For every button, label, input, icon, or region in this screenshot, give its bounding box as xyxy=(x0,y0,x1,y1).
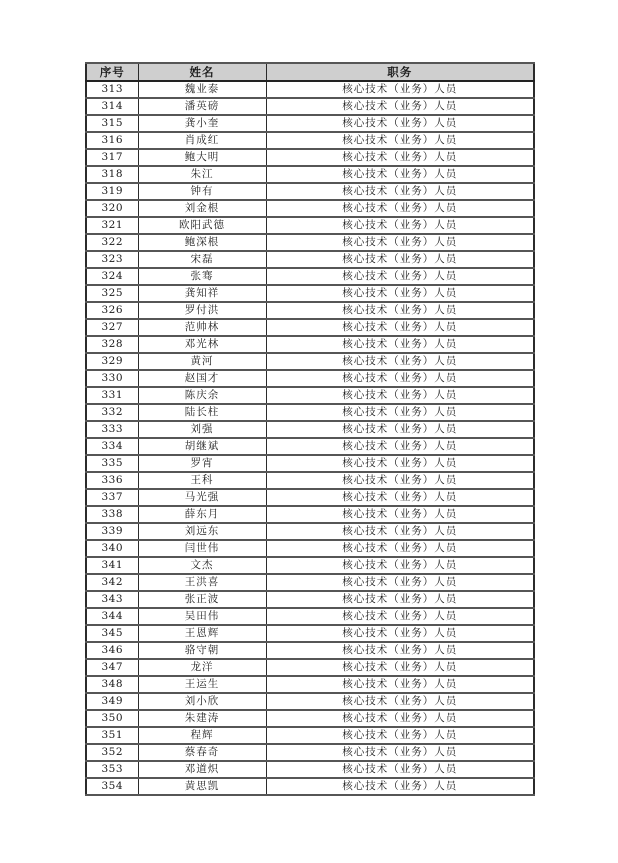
table-row xyxy=(86,438,534,455)
cell-name: 黄河 xyxy=(138,353,266,370)
cell-serial-number: 354 xyxy=(86,778,138,795)
table-row xyxy=(86,149,534,166)
cell-job-title: 核心技术（业务）人员 xyxy=(266,523,534,540)
cell-name: 范帅林 xyxy=(138,319,266,336)
table-row xyxy=(86,710,534,727)
cell-name: 张骞 xyxy=(138,268,266,285)
cell-job-title: 核心技术（业务）人员 xyxy=(266,115,534,132)
table-row xyxy=(86,574,534,591)
cell-name: 魏业泰 xyxy=(138,81,266,98)
cell-job-title: 核心技术（业务）人员 xyxy=(266,166,534,183)
table-row xyxy=(86,523,534,540)
table-row xyxy=(86,336,534,353)
cell-serial-number: 336 xyxy=(86,472,138,489)
cell-job-title: 核心技术（业务）人员 xyxy=(266,727,534,744)
cell-job-title: 核心技术（业务）人员 xyxy=(266,387,534,404)
header-job-title: 职务 xyxy=(266,63,534,81)
cell-serial-number: 342 xyxy=(86,574,138,591)
cell-job-title: 核心技术（业务）人员 xyxy=(266,268,534,285)
cell-name: 黄思凯 xyxy=(138,778,266,795)
table-row xyxy=(86,744,534,761)
table-row xyxy=(86,404,534,421)
cell-job-title: 核心技术（业务）人员 xyxy=(266,98,534,115)
cell-job-title: 核心技术（业务）人员 xyxy=(266,438,534,455)
cell-serial-number: 349 xyxy=(86,693,138,710)
cell-serial-number: 345 xyxy=(86,625,138,642)
table-row xyxy=(86,234,534,251)
cell-name: 罗宵 xyxy=(138,455,266,472)
cell-serial-number: 316 xyxy=(86,132,138,149)
table-row xyxy=(86,591,534,608)
cell-job-title: 核心技术（业务）人员 xyxy=(266,744,534,761)
cell-job-title: 核心技术（业务）人员 xyxy=(266,353,534,370)
cell-name: 鲍深根 xyxy=(138,234,266,251)
table-row xyxy=(86,676,534,693)
cell-name: 骆守朝 xyxy=(138,642,266,659)
cell-job-title: 核心技术（业务）人员 xyxy=(266,132,534,149)
table-row xyxy=(86,659,534,676)
cell-serial-number: 317 xyxy=(86,149,138,166)
cell-job-title: 核心技术（业务）人员 xyxy=(266,81,534,98)
cell-serial-number: 320 xyxy=(86,200,138,217)
cell-name: 王恩辉 xyxy=(138,625,266,642)
cell-serial-number: 329 xyxy=(86,353,138,370)
cell-name: 马光强 xyxy=(138,489,266,506)
cell-serial-number: 324 xyxy=(86,268,138,285)
table-row xyxy=(86,217,534,234)
cell-job-title: 核心技术（业务）人员 xyxy=(266,540,534,557)
cell-name: 欧阳武德 xyxy=(138,217,266,234)
cell-job-title: 核心技术（业务）人员 xyxy=(266,710,534,727)
table-row xyxy=(86,625,534,642)
cell-name: 龚知祥 xyxy=(138,285,266,302)
cell-serial-number: 330 xyxy=(86,370,138,387)
cell-job-title: 核心技术（业务）人员 xyxy=(266,455,534,472)
cell-name: 吴田伟 xyxy=(138,608,266,625)
cell-name: 龙洋 xyxy=(138,659,266,676)
table-row xyxy=(86,540,534,557)
cell-name: 罗付洪 xyxy=(138,302,266,319)
cell-serial-number: 318 xyxy=(86,166,138,183)
cell-name: 鲍大明 xyxy=(138,149,266,166)
table-row xyxy=(86,302,534,319)
cell-job-title: 核心技术（业务）人员 xyxy=(266,149,534,166)
cell-serial-number: 333 xyxy=(86,421,138,438)
cell-serial-number: 319 xyxy=(86,183,138,200)
cell-job-title: 核心技术（业务）人员 xyxy=(266,659,534,676)
cell-serial-number: 334 xyxy=(86,438,138,455)
cell-name: 胡继斌 xyxy=(138,438,266,455)
cell-serial-number: 350 xyxy=(86,710,138,727)
cell-serial-number: 351 xyxy=(86,727,138,744)
cell-serial-number: 321 xyxy=(86,217,138,234)
cell-name: 文杰 xyxy=(138,557,266,574)
cell-serial-number: 331 xyxy=(86,387,138,404)
table-row xyxy=(86,81,534,98)
table-row xyxy=(86,557,534,574)
cell-serial-number: 327 xyxy=(86,319,138,336)
cell-serial-number: 323 xyxy=(86,251,138,268)
cell-name: 刘强 xyxy=(138,421,266,438)
cell-serial-number: 346 xyxy=(86,642,138,659)
table-row xyxy=(86,387,534,404)
cell-name: 赵国才 xyxy=(138,370,266,387)
cell-job-title: 核心技术（业务）人员 xyxy=(266,574,534,591)
cell-name: 潘英磅 xyxy=(138,98,266,115)
cell-job-title: 核心技术（业务）人员 xyxy=(266,217,534,234)
table-row xyxy=(86,132,534,149)
cell-name: 朱江 xyxy=(138,166,266,183)
table-row xyxy=(86,727,534,744)
cell-job-title: 核心技术（业务）人员 xyxy=(266,608,534,625)
cell-name: 陆长柱 xyxy=(138,404,266,421)
cell-job-title: 核心技术（业务）人员 xyxy=(266,285,534,302)
cell-serial-number: 326 xyxy=(86,302,138,319)
cell-name: 刘小欣 xyxy=(138,693,266,710)
cell-name: 肖成红 xyxy=(138,132,266,149)
cell-name: 朱建涛 xyxy=(138,710,266,727)
cell-serial-number: 352 xyxy=(86,744,138,761)
cell-name: 薛东月 xyxy=(138,506,266,523)
cell-job-title: 核心技术（业务）人员 xyxy=(266,557,534,574)
cell-job-title: 核心技术（业务）人员 xyxy=(266,251,534,268)
cell-name: 刘金根 xyxy=(138,200,266,217)
table-row xyxy=(86,608,534,625)
table-row xyxy=(86,268,534,285)
cell-name: 王运生 xyxy=(138,676,266,693)
table-row xyxy=(86,761,534,778)
table-row xyxy=(86,98,534,115)
cell-name: 刘远东 xyxy=(138,523,266,540)
table-row xyxy=(86,489,534,506)
cell-serial-number: 337 xyxy=(86,489,138,506)
cell-serial-number: 328 xyxy=(86,336,138,353)
table-row xyxy=(86,370,534,387)
cell-name: 程辉 xyxy=(138,727,266,744)
cell-serial-number: 341 xyxy=(86,557,138,574)
cell-job-title: 核心技术（业务）人员 xyxy=(266,506,534,523)
table-row xyxy=(86,506,534,523)
cell-job-title: 核心技术（业务）人员 xyxy=(266,591,534,608)
cell-name: 邓光林 xyxy=(138,336,266,353)
cell-serial-number: 347 xyxy=(86,659,138,676)
personnel-table xyxy=(85,62,535,796)
table-body xyxy=(86,81,534,795)
cell-name: 邓道炽 xyxy=(138,761,266,778)
cell-job-title: 核心技术（业务）人员 xyxy=(266,234,534,251)
cell-job-title: 核心技术（业务）人员 xyxy=(266,336,534,353)
cell-serial-number: 344 xyxy=(86,608,138,625)
cell-serial-number: 335 xyxy=(86,455,138,472)
cell-job-title: 核心技术（业务）人员 xyxy=(266,642,534,659)
cell-name: 王洪喜 xyxy=(138,574,266,591)
cell-serial-number: 340 xyxy=(86,540,138,557)
table-row xyxy=(86,319,534,336)
cell-job-title: 核心技术（业务）人员 xyxy=(266,625,534,642)
cell-job-title: 核心技术（业务）人员 xyxy=(266,319,534,336)
cell-job-title: 核心技术（业务）人员 xyxy=(266,489,534,506)
cell-name: 闫世伟 xyxy=(138,540,266,557)
table-row xyxy=(86,166,534,183)
cell-serial-number: 338 xyxy=(86,506,138,523)
cell-serial-number: 322 xyxy=(86,234,138,251)
cell-name: 陈庆余 xyxy=(138,387,266,404)
cell-serial-number: 332 xyxy=(86,404,138,421)
cell-serial-number: 325 xyxy=(86,285,138,302)
cell-job-title: 核心技术（业务）人员 xyxy=(266,761,534,778)
cell-serial-number: 313 xyxy=(86,81,138,98)
cell-job-title: 核心技术（业务）人员 xyxy=(266,404,534,421)
table-row xyxy=(86,642,534,659)
table-row xyxy=(86,693,534,710)
cell-job-title: 核心技术（业务）人员 xyxy=(266,370,534,387)
cell-job-title: 核心技术（业务）人员 xyxy=(266,676,534,693)
cell-job-title: 核心技术（业务）人员 xyxy=(266,183,534,200)
table-row xyxy=(86,200,534,217)
table-row xyxy=(86,285,534,302)
cell-job-title: 核心技术（业务）人员 xyxy=(266,472,534,489)
cell-name: 宋磊 xyxy=(138,251,266,268)
header-name: 姓名 xyxy=(138,63,266,81)
cell-serial-number: 314 xyxy=(86,98,138,115)
header-serial-number: 序号 xyxy=(86,63,138,81)
cell-name: 蔡春奇 xyxy=(138,744,266,761)
table-row xyxy=(86,472,534,489)
cell-job-title: 核心技术（业务）人员 xyxy=(266,778,534,795)
cell-job-title: 核心技术（业务）人员 xyxy=(266,421,534,438)
table-row xyxy=(86,353,534,370)
table-row xyxy=(86,115,534,132)
cell-serial-number: 353 xyxy=(86,761,138,778)
table-header-row xyxy=(86,63,534,81)
table-row xyxy=(86,183,534,200)
cell-name: 钟有 xyxy=(138,183,266,200)
cell-job-title: 核心技术（业务）人员 xyxy=(266,302,534,319)
cell-job-title: 核心技术（业务）人员 xyxy=(266,693,534,710)
cell-name: 张正波 xyxy=(138,591,266,608)
table-row xyxy=(86,251,534,268)
cell-serial-number: 315 xyxy=(86,115,138,132)
table-row xyxy=(86,421,534,438)
table-row xyxy=(86,778,534,795)
cell-name: 龚小奎 xyxy=(138,115,266,132)
table-row xyxy=(86,455,534,472)
cell-job-title: 核心技术（业务）人员 xyxy=(266,200,534,217)
cell-name: 王科 xyxy=(138,472,266,489)
cell-serial-number: 348 xyxy=(86,676,138,693)
cell-serial-number: 343 xyxy=(86,591,138,608)
cell-serial-number: 339 xyxy=(86,523,138,540)
